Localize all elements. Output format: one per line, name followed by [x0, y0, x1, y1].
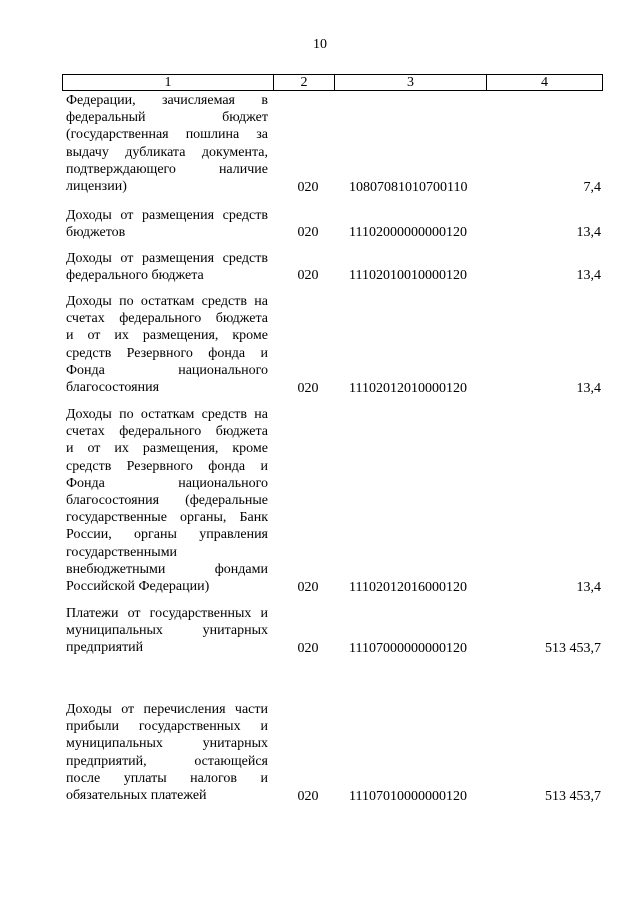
name-line: выдачу дубликата документа,	[66, 144, 268, 160]
name-line: обязательных платежей	[66, 788, 207, 804]
name-line: благосостояния (федеральные	[66, 493, 268, 509]
name-line: государственные органы, Банк	[66, 510, 268, 526]
table-row	[0, 701, 640, 805]
name-line: Доходы по остаткам средств на	[66, 407, 268, 422]
row-name	[66, 92, 268, 195]
name-line: Доходы от перечисления части	[66, 702, 268, 717]
table-row	[0, 605, 640, 657]
name-line: внебюджетными фондами	[66, 561, 268, 577]
name-line: муниципальных унитарных	[66, 736, 268, 752]
name-line: подтверждающего наличие	[66, 161, 268, 177]
name-line: и от их размещения, кроме	[66, 441, 268, 457]
row-kbk: 10807081010700110	[349, 179, 468, 195]
row-code: 020	[297, 579, 319, 595]
row-amount: 513 453,7	[545, 788, 601, 804]
row-amount: 13,4	[576, 267, 601, 283]
name-line: Федерации, зачисляемая в	[66, 93, 268, 108]
name-line: Доходы от размещения средств	[66, 208, 268, 223]
row-amount: 13,4	[576, 224, 601, 240]
row-code: 020	[297, 267, 319, 283]
name-line: благосостояния	[66, 380, 160, 396]
row-code: 020	[297, 640, 319, 656]
row-name	[66, 250, 268, 284]
row-code: 020	[297, 179, 319, 195]
column-header-3: 3	[335, 75, 487, 91]
name-line: средств Резервного фонда и	[66, 458, 268, 474]
table-row	[0, 406, 640, 596]
name-line: после уплаты налогов и	[66, 770, 268, 786]
name-line: Российской Федерации)	[66, 579, 210, 595]
row-name	[66, 293, 268, 396]
column-header-2: 2	[274, 75, 335, 91]
row-kbk: 11107010000000120	[349, 788, 467, 804]
name-line: Платежи от государственных и	[66, 606, 268, 621]
table-row	[0, 293, 640, 397]
table-row	[0, 250, 640, 284]
name-line: предприятий, остающейся	[66, 753, 268, 769]
table-row	[0, 92, 640, 196]
row-kbk: 11107000000000120	[349, 640, 467, 656]
row-amount: 513 453,7	[545, 640, 601, 656]
table-header	[62, 74, 603, 91]
name-line: прибыли государственных и	[66, 719, 268, 735]
name-line: счетах федерального бюджета	[66, 424, 268, 440]
name-line: бюджетов	[66, 225, 126, 241]
name-line: лицензии)	[66, 179, 127, 195]
row-amount: 13,4	[576, 579, 601, 595]
name-line: муниципальных унитарных	[66, 623, 268, 639]
name-line: счетах федерального бюджета	[66, 311, 268, 327]
row-kbk: 11102000000000120	[349, 224, 467, 240]
row-name	[66, 701, 268, 804]
row-code: 020	[297, 224, 319, 240]
row-code: 020	[297, 380, 319, 396]
column-header-1: 1	[63, 75, 274, 91]
row-amount: 7,4	[583, 179, 601, 195]
row-kbk: 11102010010000120	[349, 267, 467, 283]
page-number: 10	[313, 37, 327, 52]
name-line: федерального бюджета	[66, 268, 204, 284]
table-row	[0, 207, 640, 241]
row-kbk: 11102012010000120	[349, 380, 467, 396]
name-line: Доходы от размещения средств	[66, 251, 268, 266]
column-header-4: 4	[487, 75, 603, 91]
name-line: и от их размещения, кроме	[66, 328, 268, 344]
name-line: предприятий	[66, 640, 144, 656]
row-name	[66, 605, 268, 657]
name-line: Фонда национального	[66, 475, 268, 491]
row-amount: 13,4	[576, 380, 601, 396]
row-code: 020	[297, 788, 319, 804]
name-line: (государственная пошлина за	[66, 127, 268, 143]
name-line: России, органы управления	[66, 527, 268, 543]
row-name	[66, 207, 268, 241]
name-line: федеральный бюджет	[66, 110, 268, 126]
row-name	[66, 406, 268, 595]
row-kbk: 11102012016000120	[349, 579, 467, 595]
name-line: государственными	[66, 544, 178, 560]
name-line: средств Резервного фонда и	[66, 345, 268, 361]
name-line: Фонда национального	[66, 362, 268, 378]
name-line: Доходы по остаткам средств на	[66, 294, 268, 309]
